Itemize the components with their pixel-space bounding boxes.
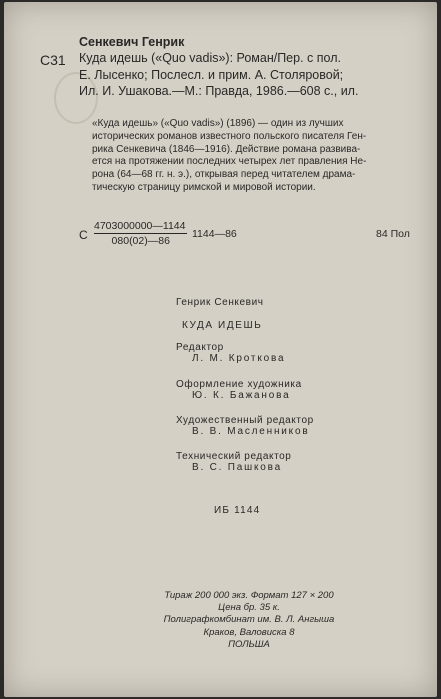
imprint-line: Краков, Валовиска 8	[203, 626, 295, 638]
catalog-letter: С	[79, 228, 88, 242]
editor-label: Редактор	[176, 342, 224, 353]
annotation-line: тическую страницу римской и мировой истории.	[92, 181, 316, 193]
annotation-line: ется на протяжении последних четырех лет правления Не-	[92, 156, 367, 168]
artist-label: Оформление художника	[176, 379, 302, 390]
ib-number: ИБ 1144	[214, 505, 261, 516]
credit-editor	[176, 342, 285, 364]
credit-author: Генрик Сенкевич	[176, 297, 264, 308]
bib-line: Е. Лысенко; Послесл. и прим. А. Столяровой;	[79, 67, 344, 82]
udk-code: С31	[40, 52, 66, 68]
annotation-line: рика Сенкевича (1846—1916). Действие романа развива-	[92, 143, 361, 155]
imprint	[154, 590, 344, 651]
catalog-tail: 1144—86	[192, 228, 237, 240]
bib-author: Сенкевич Генрик	[79, 35, 185, 49]
imprint-line: Тираж 200 000 экз. Формат 127 × 200	[164, 590, 334, 601]
bib-line: Ил. И. Ушакова.—М.: Правда, 1986.—608 с., ил.	[79, 84, 359, 98]
annotation-line: исторических романов известного польского писателя Ген-	[92, 130, 367, 142]
imprint-line: ПОЛЬША	[228, 638, 270, 650]
credit-tech-editor	[176, 451, 291, 473]
editor-name: Л. М. Кроткова	[192, 353, 286, 364]
art-editor-label: Художественный редактор	[176, 415, 314, 426]
bib-line: Куда идешь («Quo vadis»): Роман/Пер. с пол.	[79, 51, 341, 65]
bib-description	[79, 50, 414, 100]
imprint-line: Цена бр. 35 к.	[218, 602, 280, 614]
imprint-line: Полиграфкомбинат им. В. Л. Ангыша	[163, 614, 335, 626]
annotation	[92, 118, 366, 195]
catalog-fraction	[94, 220, 187, 247]
credit-artist	[176, 379, 302, 401]
catalog-denominator: 080(02)—86	[111, 235, 170, 247]
annotation-line: «Куда идешь» («Quo vadis») (1896) — один из лучших	[92, 118, 344, 129]
tech-editor-name: В. С. Пашкова	[192, 462, 282, 473]
catalog-numerator: 4703000000—1144	[94, 220, 186, 232]
tech-editor-label: Технический редактор	[176, 451, 292, 462]
artist-name: Ю. К. Бажанова	[192, 390, 291, 401]
annotation-line: рона (64—68 гг. н. э.), открывая перед читателем драма-	[92, 169, 356, 181]
catalog-right-code: 84 Пол	[376, 228, 410, 240]
art-editor-name: В. В. Масленников	[192, 426, 310, 437]
credit-title: КУДА ИДЕШЬ	[182, 320, 263, 331]
book-page	[4, 2, 437, 697]
credit-art-editor	[176, 415, 314, 437]
